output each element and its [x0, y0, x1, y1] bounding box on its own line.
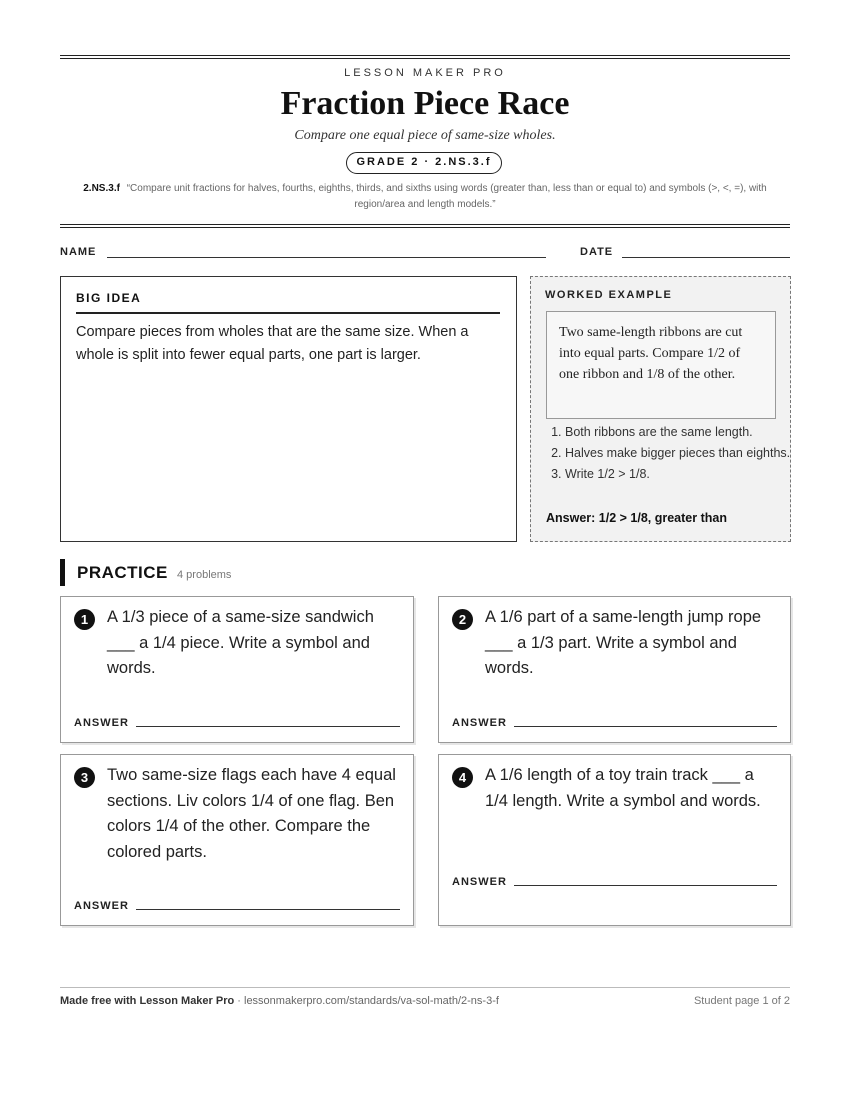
standard-text: “Compare unit fractions for halves, fourths, eighths, thirds, and sixths using words (greater than, less than or equal to) and symbols (>, <, =), with region/area and length models.” [126, 183, 767, 210]
footer-credit [60, 995, 499, 1007]
footer-url[interactable]: · lessonmakerpro.com/standards/va-sol-math/2-ns-3-f [234, 995, 499, 1007]
answer-field[interactable] [136, 909, 400, 910]
grade-badge: GRADE 2 · 2.NS.3.f [346, 152, 502, 174]
worked-example-step: 3. Write 1/2 > 1/8. [565, 465, 800, 484]
footer-page-number: Student page 1 of 2 [693, 995, 790, 1007]
worked-example-steps [546, 423, 800, 486]
problem-number-badge: 4 [452, 767, 473, 788]
date-field[interactable] [622, 257, 790, 258]
worked-example-answer: Answer: 1/2 > 1/8, greater than [546, 511, 727, 525]
worked-example-step: 2. Halves make bigger pieces than eighths. [565, 444, 800, 463]
problem-text: A 1/6 part of a same-length jump rope ___ a 1/3 part. Write a symbol and words. [485, 608, 762, 677]
big-idea-heading: BIG IDEA [76, 291, 142, 305]
practice-count: 4 problems [177, 569, 232, 581]
brand-label: LESSON MAKER PRO [344, 67, 506, 79]
problem-number-badge: 1 [74, 609, 95, 630]
problem-text: A 1/3 piece of a same-size sandwich ___ a 1/4 piece. Write a symbol and words. [107, 608, 374, 677]
standard-code: 2.NS.3.f [83, 183, 120, 194]
problem-number-badge: 3 [74, 767, 95, 788]
worked-example-problem: Two same-length ribbons are cut into equal parts. Compare 1/2 of one ribbon and 1/8 of the other. [546, 311, 776, 419]
problem-number-badge: 2 [452, 609, 473, 630]
date-label: DATE [580, 246, 614, 258]
problem-card-1 [60, 596, 414, 743]
problem-card-2 [438, 596, 791, 743]
worked-example-box [530, 276, 791, 542]
big-idea-divider [76, 312, 500, 314]
header-top-rule [60, 55, 790, 56]
practice-accent-bar [60, 559, 65, 586]
answer-label: ANSWER [74, 900, 129, 912]
problem-card-4 [438, 754, 791, 926]
worked-example-step: 1. Both ribbons are the same length. [565, 423, 800, 442]
problem-text: A 1/6 length of a toy train track ___ a 1/4 length. Write a symbol and words. [485, 766, 761, 810]
big-idea-text: Compare pieces from wholes that are the same size. When a whole is split into fewer equal parts, one part is larger. [76, 324, 469, 363]
name-field[interactable] [107, 257, 546, 258]
answer-field[interactable] [514, 885, 777, 886]
header-bottom-rule [60, 224, 790, 225]
footer-made-with: Made free with Lesson Maker Pro [60, 995, 235, 1007]
standard-description [64, 181, 786, 213]
worksheet-title: Fraction Piece Race [280, 85, 570, 122]
worksheet-subtitle: Compare one equal piece of same-size wholes. [294, 128, 556, 143]
footer-rule [60, 987, 790, 988]
header-top-rule-2 [60, 58, 790, 59]
name-label: NAME [60, 246, 97, 258]
worked-example-heading: WORKED EXAMPLE [545, 289, 673, 301]
problem-text: Two same-size flags each have 4 equal sections. Liv colors 1/4 of one flag. Ben colors 1/4 of the other. Compare the colored parts. [107, 766, 396, 861]
answer-label: ANSWER [452, 717, 507, 729]
practice-heading: PRACTICE [77, 563, 168, 582]
answer-field[interactable] [514, 726, 777, 727]
answer-field[interactable] [136, 726, 400, 727]
big-idea-box [60, 276, 517, 542]
header-bottom-rule-2 [60, 227, 790, 228]
problem-card-3 [60, 754, 414, 926]
answer-label: ANSWER [74, 717, 129, 729]
answer-label: ANSWER [452, 876, 507, 888]
